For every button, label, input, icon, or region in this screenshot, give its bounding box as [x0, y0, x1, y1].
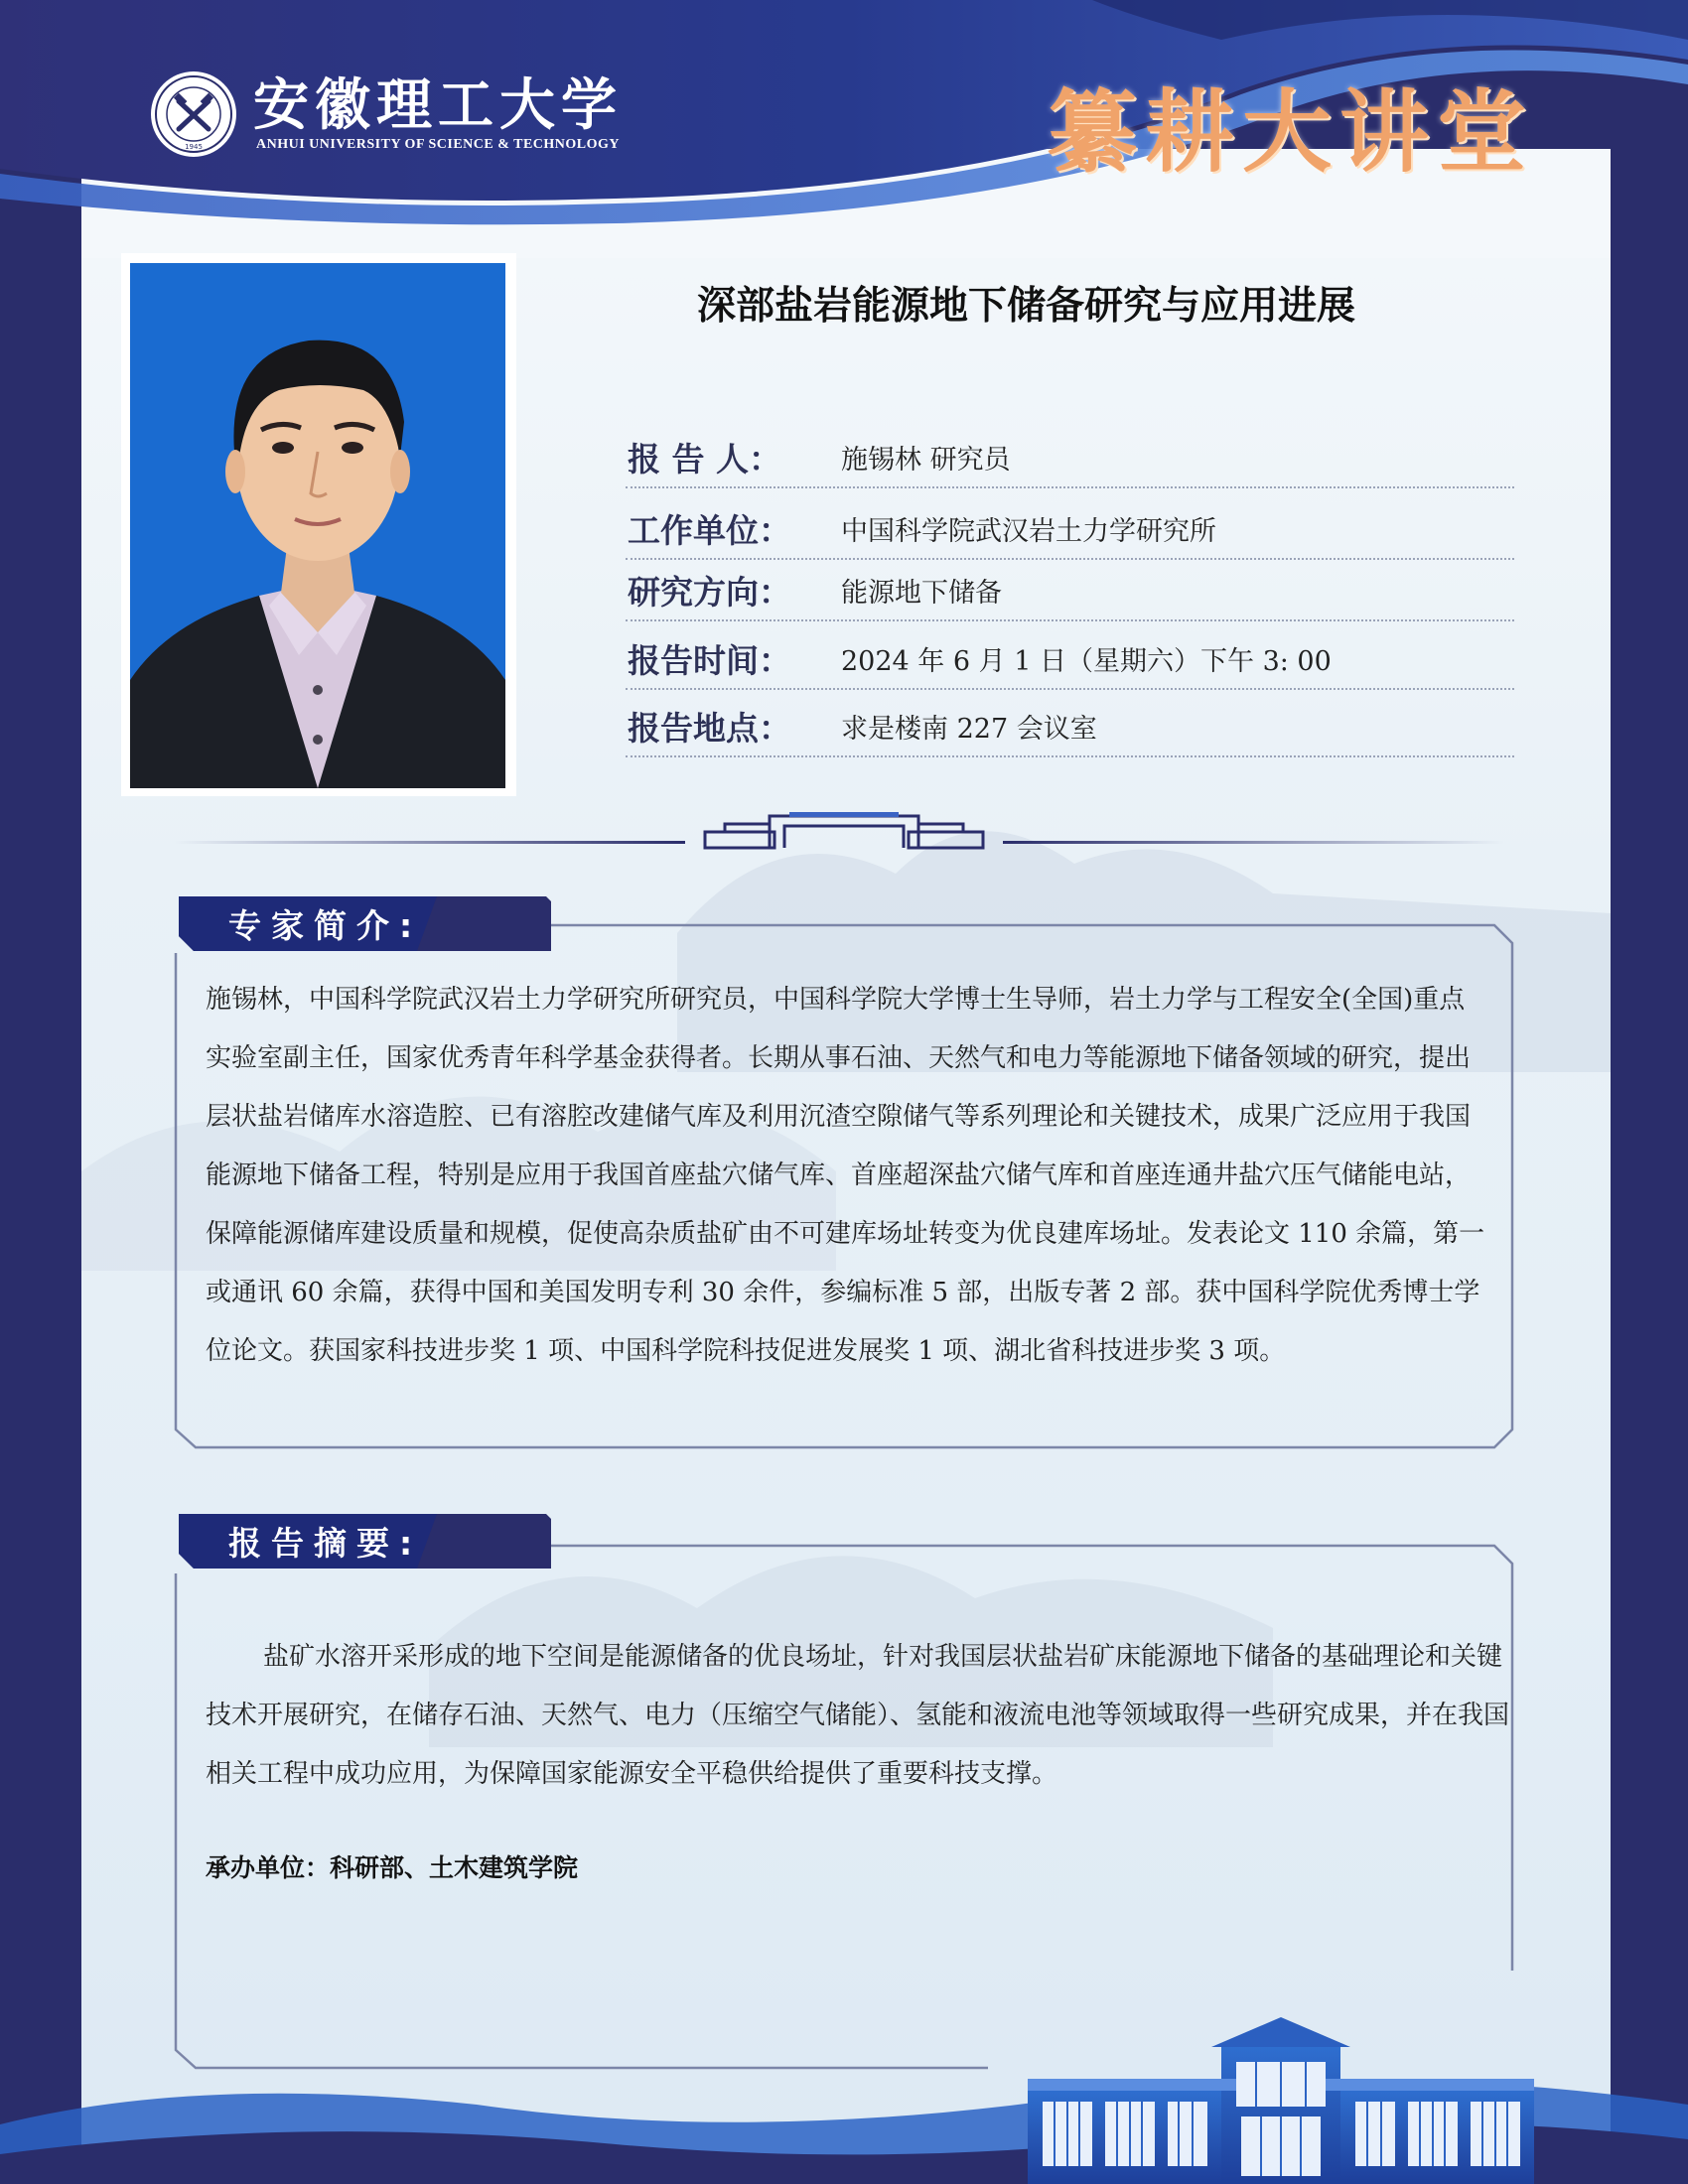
info-label: 工作单位：	[628, 511, 791, 550]
university-emblem-icon	[149, 69, 238, 159]
university-name-en: ANHUI UNIVERSITY OF SCIENCE & TECHNOLOGY	[256, 137, 621, 152]
info-value: 2024 年 6 月 1 日（星期六）下午 3: 00	[841, 646, 1332, 677]
info-row-affiliation	[626, 502, 1514, 560]
info-value: 中国科学院武汉岩土力学研究所	[841, 516, 1216, 547]
abstract-box-frame	[174, 1544, 1514, 2070]
speaker-photo	[130, 263, 505, 788]
info-row-speaker	[626, 431, 1514, 488]
info-row-location	[626, 700, 1514, 757]
bio-text: 施锡林，中国科学院武汉岩土力学研究所研究员，中国科学院大学博士生导师，岩土力学与工程安全(全国)重点实验室副主任，国家优秀青年科学基金获得者。长期从事石油、天然气和电力等能源地下储备领域的研究，提出层状盐岩储库水溶造腔、已有溶腔改建储气库及利用沉渣空隙储气等系列理论和关键技术，成果广泛应用于我国能源地下储备工程，特别是应用于我国首座盐穴储气库、首座超深盐穴储气库和首座连通井盐穴压气储能电站，保障能源储库建设质量和规模，促使高杂质盐矿由不可建库场址转变为优良建库场址。发表论文 110 余篇，第一或通讯 60 余篇，获得中国和美国发明专利 30 余件，参编标准 5 部，出版专著 2 部。获中国科学院优秀博士学位论文。获国家科技进步奖 1 项、中国科学院科技促进发展奖 1 项、湖北省科技进步奖 3 项。	[206, 985, 1485, 1366]
gate-divider-icon	[174, 804, 1504, 854]
organizer: 承办单位：科研部、土木建筑学院	[206, 1853, 579, 1882]
talk-title: 深部盐岩能源地下储备研究与应用进展	[697, 283, 1356, 329]
abstract-text: 盐矿水溶开采形成的地下空间是能源储备的优良场址，针对我国层状盐岩矿床能源地下储备的基础理论和关键技术开展研究，在储存石油、天然气、电力（压缩空气储能）、氢能和液流电池等领域取得一些研究成果，并在我国相关工程中成功应用，为保障国家能源安全平稳供给提供了重要科技支撑。	[206, 1642, 1510, 1789]
abstract-heading: 报告摘要:	[228, 1524, 423, 1563]
info-label: 研究方向：	[628, 573, 791, 612]
campus-building-icon	[1028, 2017, 1534, 2184]
info-row-time	[626, 632, 1514, 690]
info-value: 求是楼南 227 会议室	[841, 714, 1097, 745]
info-label: 报告地点：	[628, 709, 791, 748]
info-value: 能源地下储备	[841, 578, 1002, 609]
lecture-series-title: 纂耕大讲堂	[1048, 79, 1534, 185]
svg-text:1945: 1945	[185, 143, 203, 151]
info-label: 报告时间：	[628, 641, 791, 680]
info-value: 施锡林 研究员	[841, 445, 1011, 476]
bio-heading: 专家简介:	[228, 906, 423, 945]
info-row-research-direction	[626, 564, 1514, 621]
university-name: 安徽理工大学	[253, 72, 623, 138]
info-label: 报 告 人：	[628, 440, 781, 478]
